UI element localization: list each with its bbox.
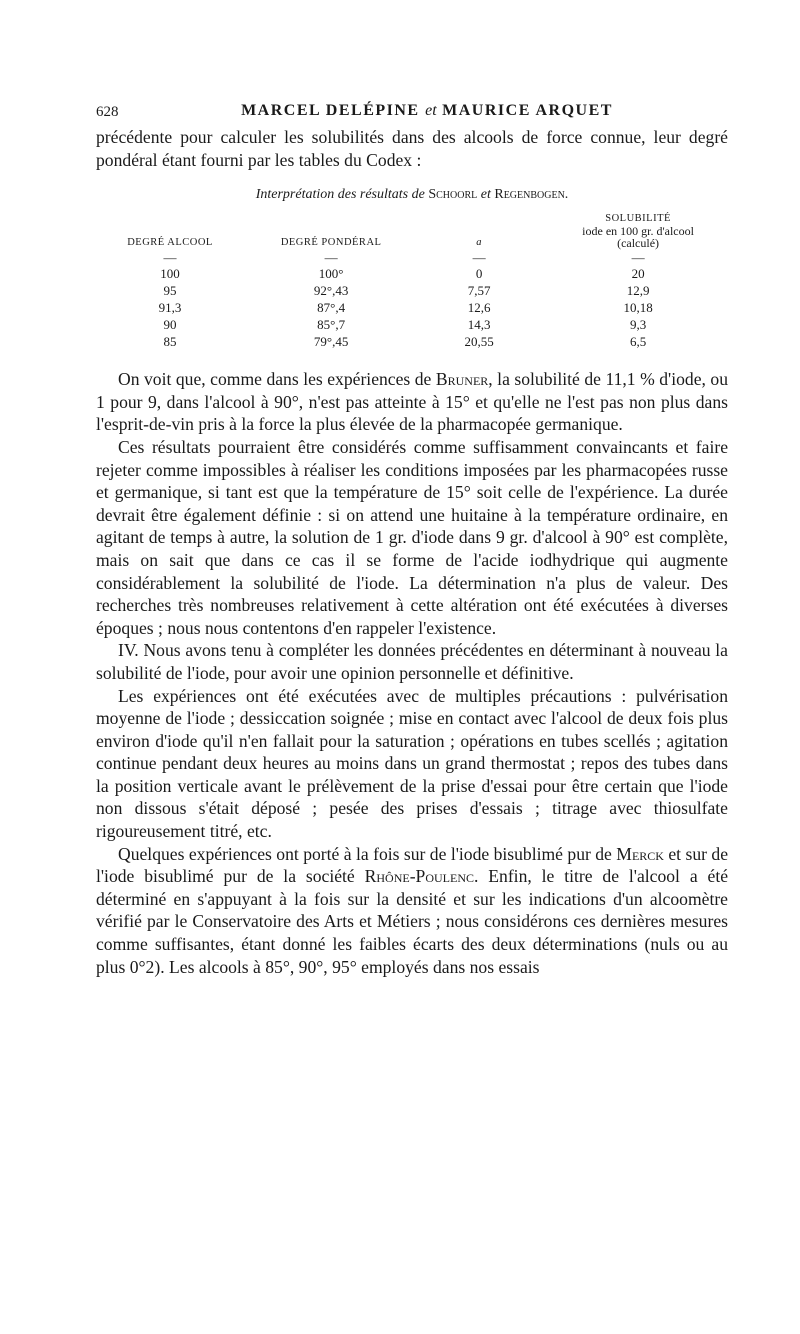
author-conjunction: et	[425, 102, 437, 119]
cell-solubilite: 12,9	[626, 283, 650, 299]
cell-solubilite: 9,3	[629, 317, 647, 333]
cell-degre-alcool: 91,3	[158, 300, 182, 316]
dash: —	[324, 250, 338, 266]
page	[96, 100, 728, 978]
cell-degre-ponderal: 79°,45	[313, 334, 349, 350]
caption-text: Interprétation des résultats de	[255, 187, 425, 203]
header-degre-alcool: DEGRÉ ALCOOL	[127, 237, 213, 249]
cell-a: 7,57	[467, 283, 491, 299]
cell-degre-ponderal: 100°	[318, 266, 344, 282]
cell-solubilite: 20	[631, 266, 645, 282]
page-number: 628	[96, 104, 119, 120]
table-row	[96, 265, 728, 282]
text-run: , la solubilité de 11,1 % d'iode, ou 1 pour 9, dans l'alcool à 90°, n'est pas atteinte à 15° et qu'elle ne l'est pas non plus dans l'esprit-de-vin pris à la force la plus élevée de la pharmacopée germanique.	[96, 369, 728, 435]
header-a	[410, 213, 548, 251]
running-title	[96, 102, 728, 120]
cell-solubilite: 6,5	[629, 334, 647, 350]
cell-a: 20,55	[464, 334, 494, 350]
cell-a: 14,3	[467, 317, 491, 333]
company-name-rhone-poulenc: Rhône-Poulenc	[364, 866, 474, 887]
cell-degre-alcool: 100	[160, 266, 180, 282]
dash: —	[472, 250, 486, 266]
text-run: et sur de l'iode bisublimé pur de la société	[96, 843, 729, 887]
cell-degre-ponderal: 92°,43	[313, 283, 349, 299]
table-caption	[96, 187, 728, 203]
cell-degre-alcool: 90	[163, 317, 177, 333]
paragraph-experiments: Les expériences ont été exécutées avec de multiples précautions : pulvérisation moyenne de l'iode ; dessiccation soignée ; mise en contact avec l'alcool de deux fois plus environ d'iode qu'il n'en fallait pour la saturation ; opérations en tubes scellés ; agitation continue pendant deux heures au moins dans un grand thermostat ; repos des tubes dans la position verticale avant le prélèvement de la prise d'essai pour être certain que l'iode non dissous s'était déposé ; pesée des prises d'essais ; titrage avec thiosulfate rigoureusement titré, etc.	[96, 685, 728, 842]
cell-a: 12,6	[467, 300, 491, 316]
table-header-row	[96, 213, 728, 251]
company-name-merck: Merck	[616, 843, 664, 864]
cell-solubilite: 10,18	[623, 300, 653, 316]
text-run: On voit que, comme dans les expériences de	[118, 369, 432, 390]
author-2: MAURICE ARQUET	[442, 102, 613, 119]
header-solubilite	[548, 213, 728, 251]
table-row	[96, 316, 728, 333]
header-solubilite-sub: iode en 100 gr. d'alcool	[582, 224, 694, 239]
caption-name-regenbogen: Regenbogen.	[494, 187, 569, 203]
table-row	[96, 299, 728, 316]
author-name-bruner: Bruner	[435, 369, 489, 390]
header-solubilite-title: SOLUBILITÉ	[605, 213, 671, 225]
paragraph-iodine-sources	[96, 843, 728, 979]
paragraph-section-iv: IV. Nous avons tenu à compléter les données précédentes en déterminant à nouveau la solubilité de l'iode, pour avoir une opinion personnelle et définitive.	[96, 640, 728, 683]
cell-degre-ponderal: 87°,4	[317, 300, 346, 316]
cell-degre-alcool: 95	[163, 283, 177, 299]
text-run: . Enfin, le titre de l'alcool a été déterminé en s'appuyant à la fois sur la densité et sur les indications d'un alcoomètre vérifié par le Conservatoire des Arts et Métiers ; nous considérons ces dernières mesures comme suffisantes, étant donné les faibles écarts des deux déterminations (nuls ou au plus 0°2). Les alcools à 85°, 90°, 95° employés dans nos essais	[96, 866, 729, 977]
header-a-label: a	[476, 237, 483, 249]
caption-name-schoorl: Schoorl	[428, 187, 478, 203]
intro-paragraph: précédente pour calculer les solubilités dans des alcools de force connue, leur degré pondéral étant fourni par les tables du Codex :	[96, 127, 728, 170]
cell-a: 0	[475, 266, 483, 282]
cell-degre-ponderal: 85°,7	[317, 317, 346, 333]
paragraph-results: Ces résultats pourraient être considérés comme suffisamment convaincants et faire rejeter comme impossibles à réaliser les conditions imposées par les pharmacopées russe et germanique, si tant est que la température de 15° soit celle de l'expérience. La durée devrait être également définie : si on attend une huitaine à la température ordinaire, en agitant de temps à autre, la solution de 1 gr. d'iode dans 9 gr. d'alcool à 90° est complète, mais on sait que dans ce cas il se forme de l'acide iodhydrique qui augmente considérablement la solubilité de l'iode. La détermination n'a plus de valeur. Des recherches très nombreuses relativement à cette altération ont été exécutées à diverses époques ; nous nous contentons d'en rappeler l'existence.	[96, 436, 728, 638]
header-degre-ponderal: DEGRÉ PONDÉRAL	[280, 237, 382, 249]
author-1: MARCEL DELÉPINE	[241, 102, 420, 119]
dash: —	[631, 250, 645, 266]
paragraph-bruner	[96, 368, 728, 436]
table-row	[96, 333, 728, 350]
cell-degre-alcool: 85	[163, 334, 177, 350]
solubility-table	[96, 213, 728, 350]
table-row	[96, 282, 728, 299]
running-head	[96, 100, 728, 126]
dash: —	[163, 250, 177, 266]
caption-conjunction: et	[480, 187, 491, 203]
dash-row	[96, 251, 728, 265]
text-run: Quelques expériences ont porté à la fois sur de l'iode bisublimé pur de	[118, 843, 612, 864]
header-solubilite-note: (calculé)	[617, 236, 660, 251]
